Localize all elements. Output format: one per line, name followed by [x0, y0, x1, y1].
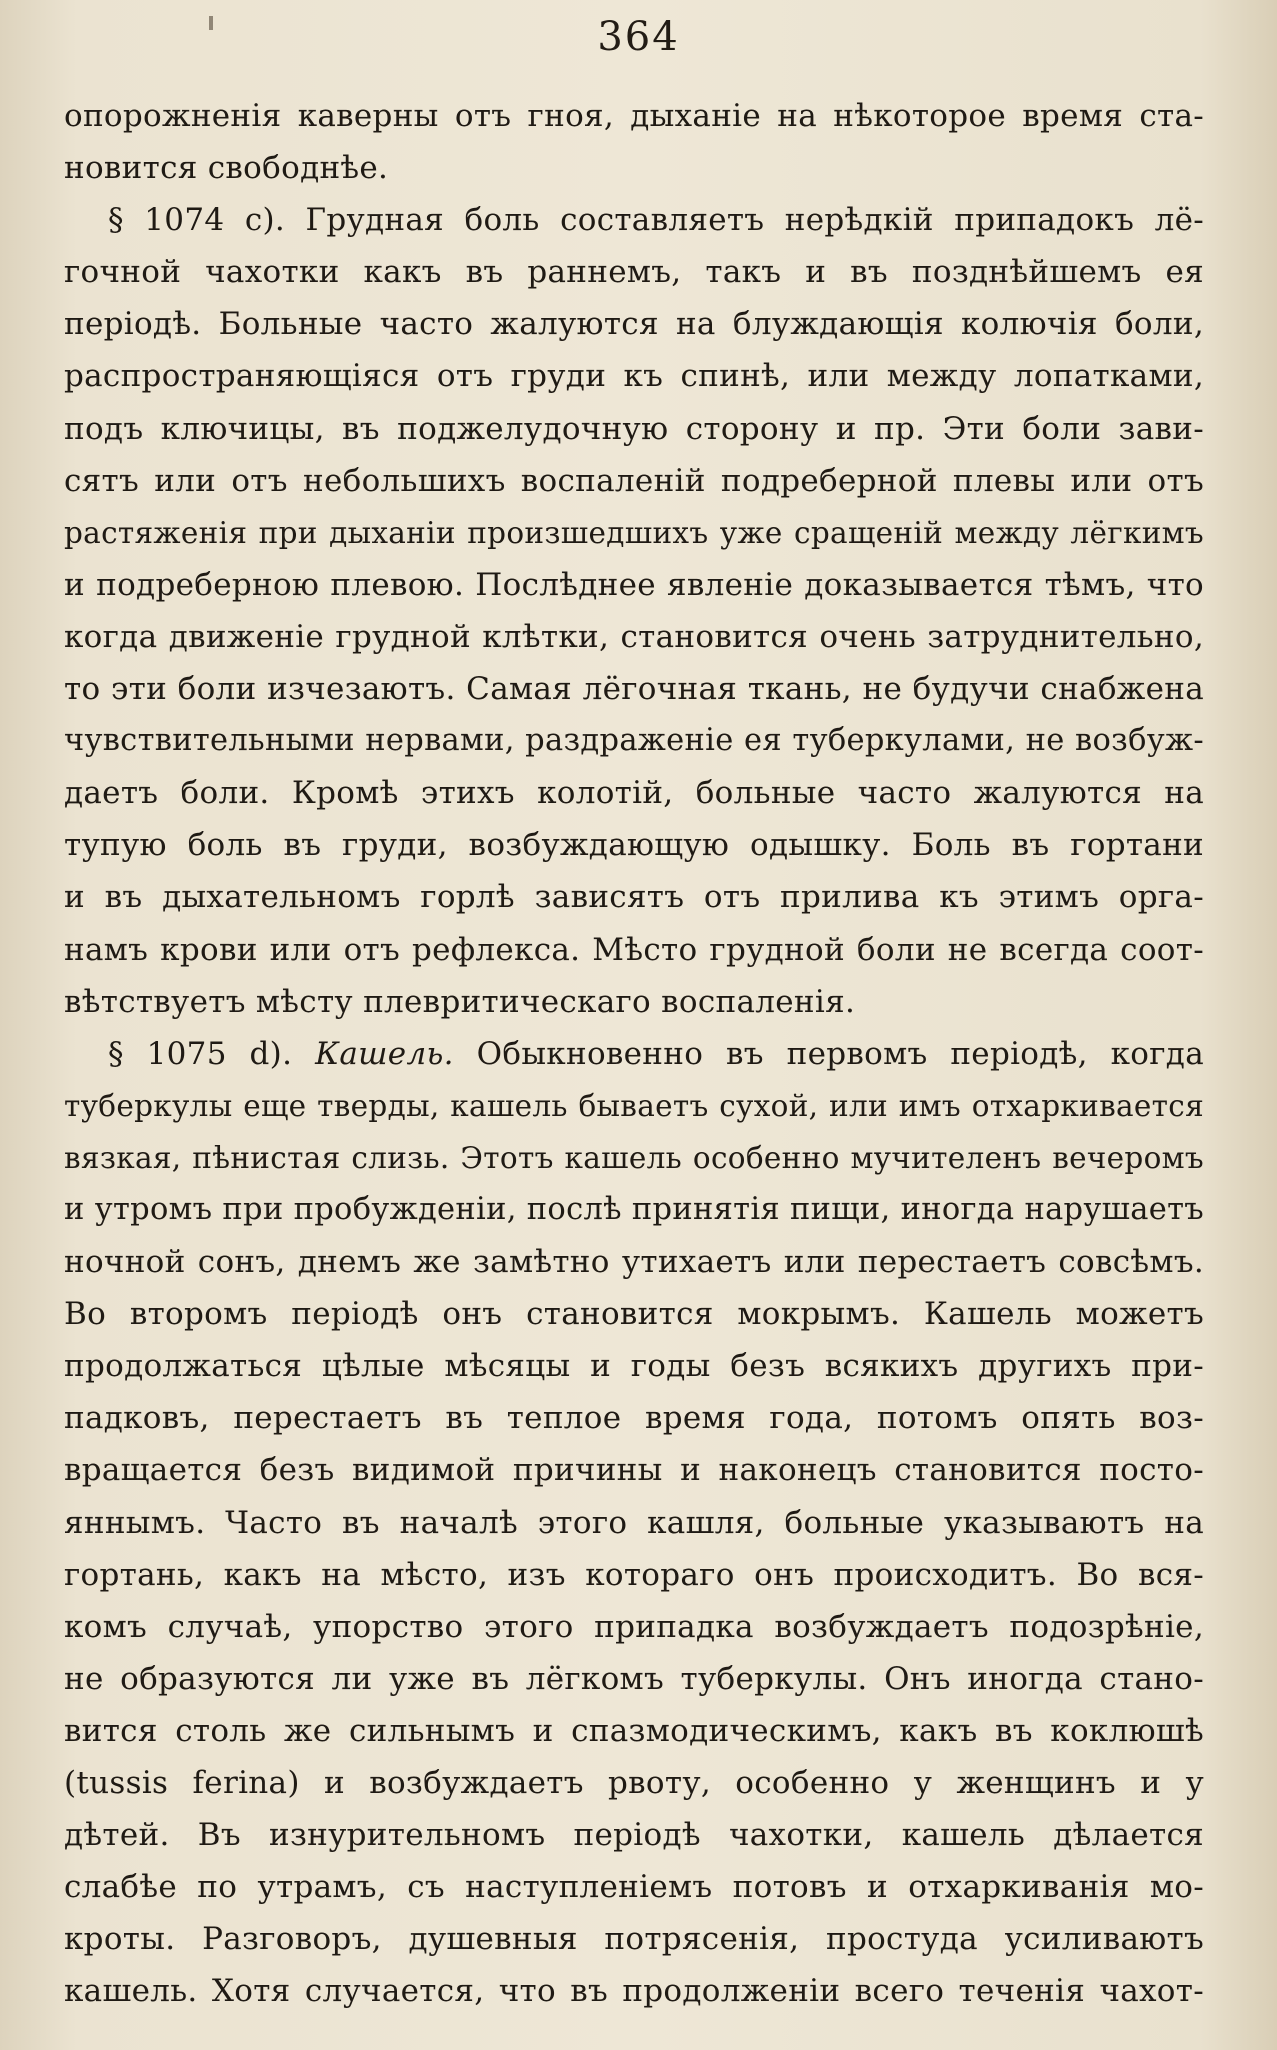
text-segment: Во второмъ періодѣ онъ становится мокрымъ. Кашель можетъ	[64, 1296, 1204, 1333]
text-line	[64, 1913, 1204, 1965]
text-segment: вится столь же сильнымъ и спазмодическимъ, какъ въ коклюшѣ	[64, 1712, 1204, 1749]
text-segment: новится свободнѣе.	[64, 150, 389, 187]
text-segment: чувствительными нервами, раздраженіе ея туберкулами, не возбуж-	[64, 723, 1204, 759]
text-line	[64, 1757, 1204, 1809]
text-line	[64, 715, 1204, 767]
text-line	[64, 1236, 1204, 1288]
text-line	[64, 350, 1204, 402]
body-text	[64, 90, 1204, 2017]
text-segment: кашель. Хотя случается, что въ продолженіи всего теченія чахот-	[64, 1973, 1204, 2010]
text-segment: кроты. Разговоръ, душевныя потрясенія, простуда усиливаютъ	[64, 1921, 1204, 1958]
text-segment: яннымъ. Часто въ началѣ этого кашля, больные указываютъ на	[64, 1504, 1204, 1541]
text-line	[64, 924, 1204, 976]
text-line	[64, 1392, 1204, 1444]
text-segment: не образуются ли уже въ лёгкомъ туберкулы. Онъ иногда стано-	[64, 1660, 1204, 1697]
text-segment: падковъ, перестаетъ въ теплое время года, потомъ опять воз-	[64, 1400, 1204, 1437]
page-number: 364	[597, 14, 680, 60]
text-segment: и утромъ при пробужденіи, послѣ принятія пищи, иногда нарушаетъ	[64, 1191, 1204, 1227]
text-line	[64, 663, 1204, 715]
text-segment: туберкулы еще тверды, кашель бываетъ сухой, или имъ отхаркивается	[64, 1088, 1204, 1123]
emphasized-term: Кашель.	[315, 1035, 454, 1072]
text-line	[64, 976, 1204, 1028]
text-line	[64, 1288, 1204, 1340]
text-segment: вязкая, пѣнистая слизь. Этотъ кашель особенно мучителенъ вечеромъ	[64, 1140, 1204, 1175]
text-line	[64, 194, 1204, 246]
text-line	[64, 90, 1204, 142]
text-line	[64, 1028, 1204, 1080]
text-line	[64, 507, 1204, 559]
text-line	[64, 1861, 1204, 1913]
text-line	[64, 1080, 1204, 1132]
text-line	[64, 559, 1204, 611]
text-segment: продолжаться цѣлые мѣсяцы и годы безъ всякихъ другихъ при-	[64, 1348, 1204, 1385]
text-segment: и въ дыхательномъ горлѣ зависятъ отъ прилива къ этимъ орга-	[64, 879, 1204, 916]
text-segment: когда движеніе грудной клѣтки, становится очень затруднительно,	[64, 618, 1204, 655]
text-segment: (tussis ferina) и возбуждаетъ рвоту, особенно у женщинъ и у	[64, 1765, 1204, 1801]
text-segment: распространяющіяся отъ груди къ спинѣ, или между лопатками,	[64, 358, 1204, 395]
text-segment: растяженія при дыханіи произшедшихъ уже сращеній между лёгкимъ	[64, 515, 1204, 550]
text-line	[64, 403, 1204, 455]
text-line	[64, 455, 1204, 507]
text-line	[64, 1653, 1204, 1705]
text-segment: тупую боль въ груди, возбуждающую одышку. Боль въ гортани	[64, 827, 1204, 864]
text-line	[64, 1132, 1204, 1184]
text-line	[64, 819, 1204, 871]
text-line	[64, 298, 1204, 350]
text-segment: періодѣ. Больные часто жалуются на блуждающія колючія боли,	[64, 306, 1204, 343]
text-segment: опорожненія каверны отъ гноя, дыханіе на нѣкоторое время ста-	[64, 98, 1204, 134]
text-line	[64, 1184, 1204, 1236]
text-line	[64, 871, 1204, 923]
text-line	[64, 1549, 1204, 1601]
text-segment: комъ случаѣ, упорство этого припадка возбуждаетъ подозрѣніе,	[64, 1608, 1204, 1645]
text-segment: подъ ключицы, въ поджелудочную сторону и пр. Эти боли зави-	[64, 410, 1204, 447]
text-segment: то эти боли изчезаютъ. Самая лёгочная ткань, не будучи снабжена	[64, 671, 1204, 708]
text-line	[64, 1809, 1204, 1861]
text-line	[64, 1705, 1204, 1757]
text-line	[64, 1965, 1204, 2017]
text-segment: § 1075 d).	[108, 1035, 316, 1072]
text-segment: вѣтствуетъ мѣсту плевритическаго воспаленія.	[64, 983, 856, 1020]
text-segment: и подреберною плевою. Послѣднее явленіе доказывается тѣмъ, что	[64, 566, 1204, 603]
text-segment: слабѣе по утрамъ, съ наступленіемъ потовъ и отхаркиванія мо-	[64, 1869, 1204, 1906]
text-segment: сятъ или отъ небольшихъ воспаленій подреберной плевы или отъ	[64, 462, 1204, 499]
text-line	[64, 1497, 1204, 1549]
text-segment: намъ крови или отъ рефлекса. Мѣсто грудной боли не всегда соот-	[64, 931, 1204, 968]
text-segment: § 1074 c). Грудная боль составляетъ нерѣдкій припадокъ лё-	[108, 202, 1204, 239]
text-line	[64, 142, 1204, 194]
text-segment: гортань, какъ на мѣсто, изъ котораго онъ происходитъ. Во вся-	[64, 1556, 1204, 1593]
text-segment: ночной сонъ, днемъ же замѣтно утихаетъ или перестаетъ совсѣмъ.	[64, 1244, 1204, 1281]
text-line	[64, 1601, 1204, 1653]
text-line	[64, 1340, 1204, 1392]
text-line	[64, 1444, 1204, 1496]
text-segment: даетъ боли. Кромѣ этихъ колотій, больные часто жалуются на	[64, 775, 1204, 812]
text-segment: дѣтей. Въ изнурительномъ періодѣ чахотки, кашель дѣлается	[64, 1817, 1204, 1854]
text-line	[64, 611, 1204, 663]
text-segment: гочной чахотки какъ въ раннемъ, такъ и въ позднѣйшемъ ея	[64, 254, 1204, 291]
text-segment: Обыкновенно въ первомъ періодѣ, когда	[453, 1035, 1204, 1072]
text-segment: вращается безъ видимой причины и наконецъ становится посто-	[64, 1452, 1204, 1489]
text-line	[64, 246, 1204, 298]
text-line	[64, 767, 1204, 819]
